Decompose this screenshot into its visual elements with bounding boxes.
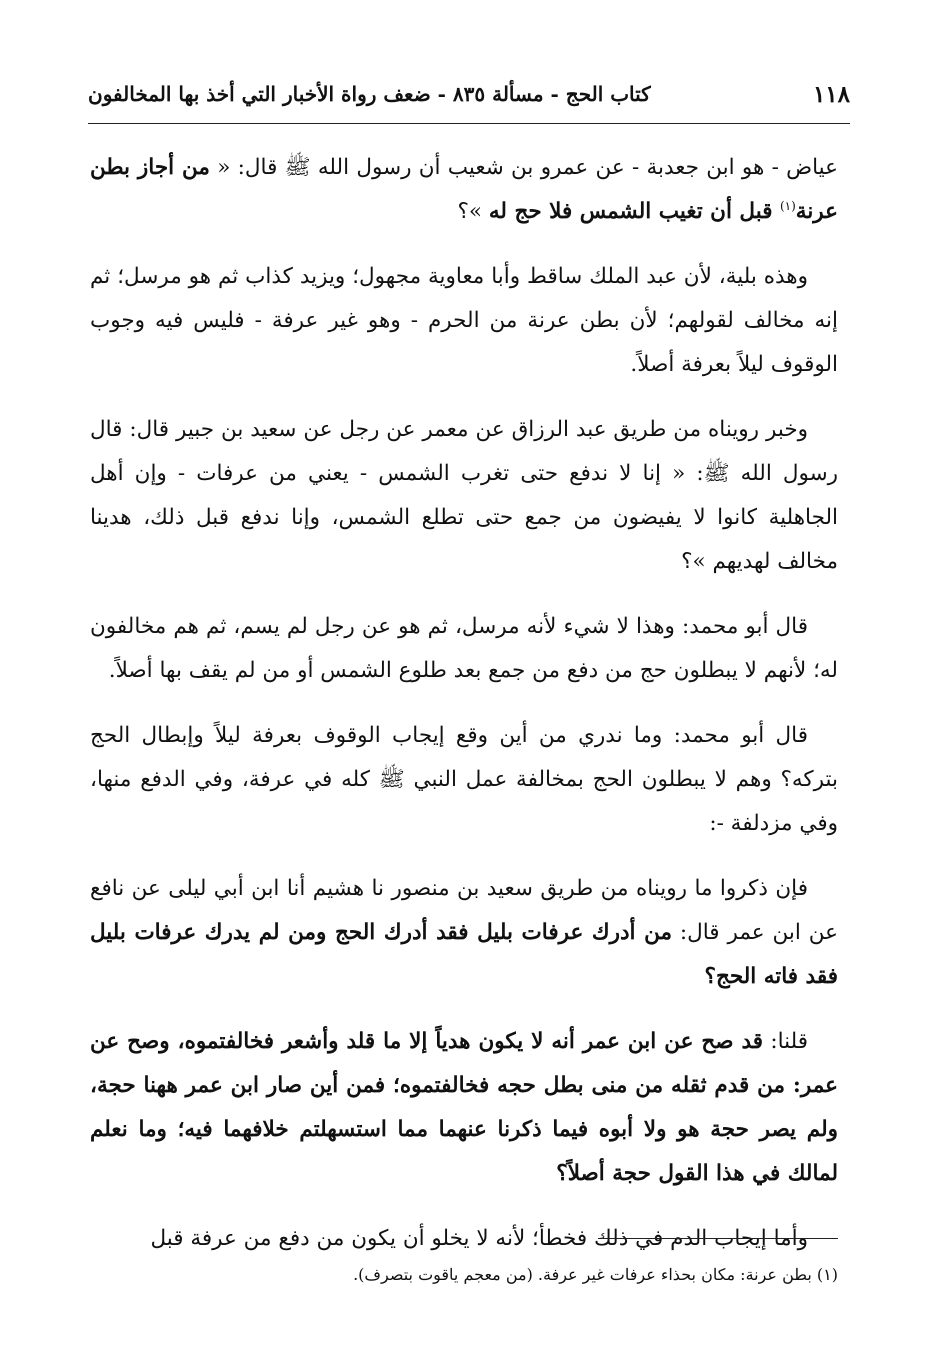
main-text	[90, 146, 838, 1282]
paragraph-7-text: قلنا:	[763, 1029, 808, 1054]
page-header	[88, 74, 850, 114]
ibn-umar-quote: من أدرك عرفات بليل فقد أدرك الحج ومن لم يدرك عرفات بليل فقد فاته الحج؟	[90, 920, 838, 989]
hadith-quote-continued: قبل أن تغيب الشمس فلا حج له	[488, 199, 780, 224]
rebuttal-text: قد صح عن ابن عمر أنه لا يكون هدياً إلا ما قلد وأشعر فخالفتموه، وصح عن عمر: من قدم ثقله من منى بطل حجه فخالفتموه؛ فمن أين صار ابن عمر ههنا حجة، ولم يصر حجة هو ولا أبوه فيما ذكرنا عنهما مما استسهلتم خلافهما فيه؛ وما نعلم لمالك في هذا القول حجة أصلاً؟	[90, 1029, 838, 1186]
paragraph-5: قال أبو محمد: وما ندري من أين وقع إيجاب الوقوف بعرفة ليلاً وإبطال الحج بتركه؟ وهم لا يبطلون الحج بمخالفة عمل النبي ﷺ كله في عرفة، وفي الدفع منها، وفي مزدلفة -:	[90, 723, 838, 836]
footnote: (١) بطن عرنة: مكان بحذاء عرفات غير عرفة. (من معجم ياقوت بتصرف).	[353, 1265, 838, 1284]
header-divider	[88, 123, 850, 124]
paragraph-6-text: فإن ذكروا ما رويناه من طريق سعيد بن منصور نا هشيم أنا ابن أبي ليلى عن نافع عن ابن عمر قال:	[90, 876, 838, 945]
footnote-marker: (١)	[779, 198, 796, 213]
paragraph-1-text: عياض - هو ابن جعدبة - عن عمرو بن شعيب أن رسول الله ﷺ قال: «	[209, 155, 838, 180]
paragraph-3: وخبر رويناه من طريق عبد الرزاق عن معمر عن رجل عن سعيد بن جبير قال: قال رسول الله ﷺ: « إنا لا ندفع حتى تغرب الشمس - يعني من عرفات - وإن أهل الجاهلية كانوا لا يفيضون من جمع حتى تطلع الشمس، وإنا ندفع قبل ذلك، هدينا مخالف لهديهم »؟	[90, 417, 838, 574]
paragraph-2: وهذه بلية، لأن عبد الملك ساقط وأبا معاوية مجهول؛ ويزيد كذاب ثم هو مرسل؛ ثم إنه مخالف لقولهم؛ لأن بطن عرنة من الحرم - وهو غير عرفة - فليس فيه وجوب الوقوف ليلاً بعرفة أصلاً.	[90, 264, 838, 377]
paragraph-7	[90, 1020, 838, 1196]
paragraph-8: وأما إيجاب الدم في ذلك فخطأ؛ لأنه لا يخلو أن يكون من دفع من عرفة قبل	[150, 1226, 808, 1251]
paragraph-4: قال أبو محمد: وهذا لا شيء لأنه مرسل، ثم هو عن رجل لم يسم، ثم هم مخالفون له؛ لأنهم لا يبطلون حج من دفع من جمع بعد طلوع الشمس أو من لم يقف بها أصلاً.	[90, 614, 838, 683]
paragraph-1	[90, 146, 838, 234]
hadith-quote: من أجاز بطن عرنة	[90, 155, 838, 224]
footnote-divider	[598, 1238, 838, 1239]
paragraph-1-end: »؟	[457, 199, 489, 224]
page-number: ١١٨	[812, 80, 850, 108]
paragraph-6	[90, 867, 838, 999]
running-title: كتاب الحج - مسألة ٨٣٥ - ضعف رواة الأخبار التي أخذ بها المخالفون	[88, 82, 651, 106]
